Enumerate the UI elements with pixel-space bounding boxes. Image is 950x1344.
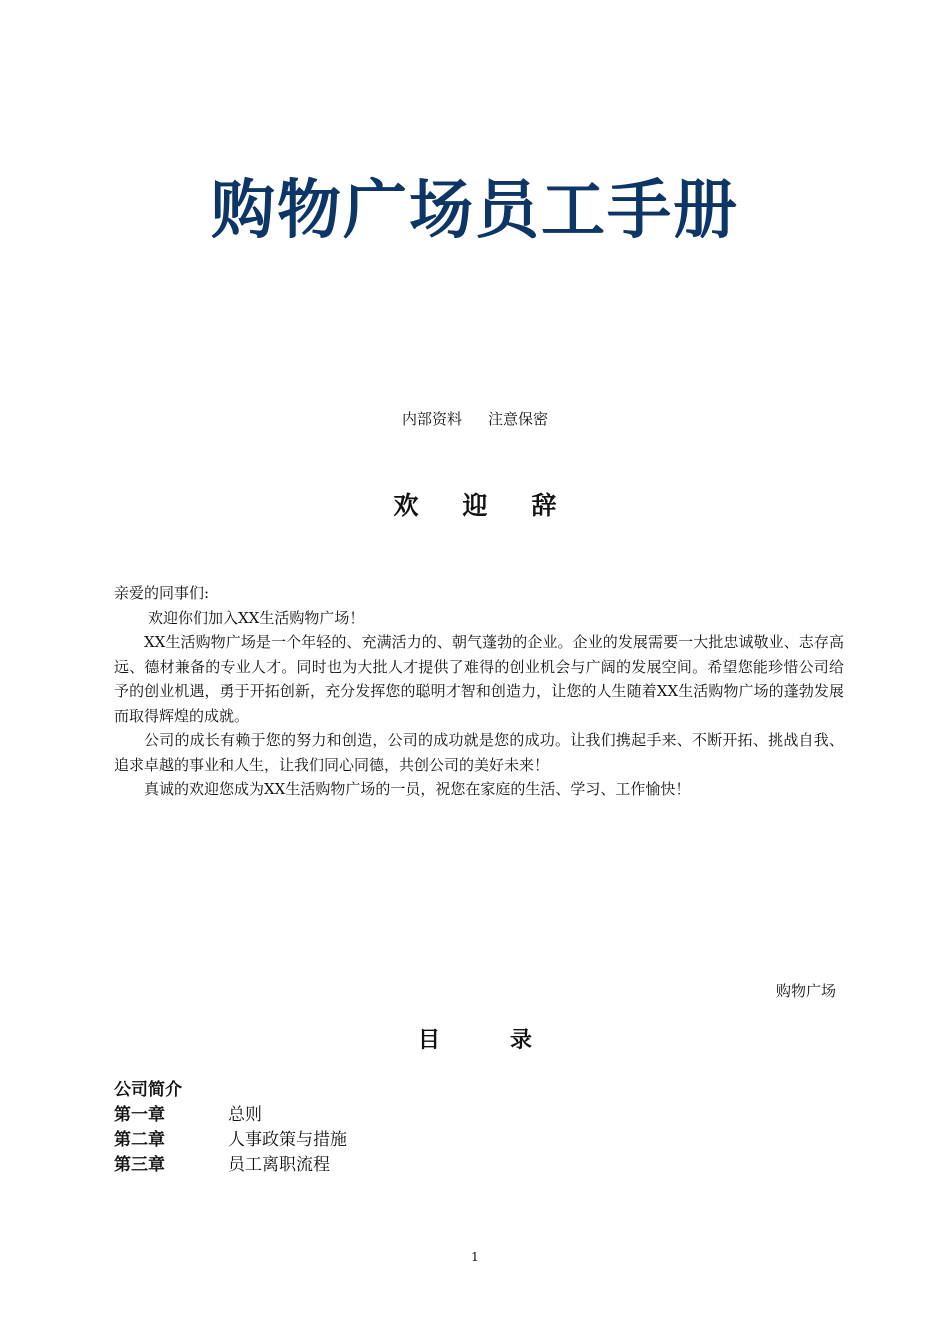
toc-chapter-number: 第二章 [114, 1130, 165, 1150]
letter-paragraph: 公司的成长有赖于您的努力和创造，公司的成功就是您的成功。让我们携起手来、不断开拓、挑战自我、追求卓越的事业和人生，让我们同心同德，共创公司的美好未来！ [114, 731, 844, 774]
toc-chapter-title: 员工离职流程 [228, 1155, 330, 1175]
toc-heading: 目录 [417, 1028, 602, 1053]
toc-chapter-title: 人事政策与措施 [228, 1130, 347, 1150]
toc-item-company-intro: 公司简介 [114, 1080, 182, 1100]
letter-signature: 购物广场 [775, 982, 836, 1000]
confidential-label-secret: 注意保密 [488, 410, 549, 428]
document-title: 购物广场员工手册 [211, 174, 739, 248]
welcome-letter [114, 581, 844, 802]
welcome-heading: 欢迎辞 [393, 491, 601, 520]
page-number: 1 [471, 1250, 479, 1264]
toc-chapter-title: 总则 [228, 1105, 262, 1125]
letter-paragraph: 欢迎你们加入XX生活购物广场！ [148, 608, 365, 627]
letter-paragraph: XX生活购物广场是一个年轻的、充满活力的、朝气蓬勃的企业。企业的发展需要一大批忠诚敬业、志存高远、德材兼备的专业人才。同时也为大批人才提供了难得的创业机会与广阔的发展空间。希望您能珍惜公司给予的创业机遇，勇于开拓创新，充分发挥您的聪明才智和创造力，让您的人生随着XX生活购物广场的蓬勃发展而取得辉煌的成就。 [114, 633, 844, 725]
toc-chapter-number: 第三章 [114, 1155, 165, 1175]
letter-greeting: 亲爱的同事们: [114, 584, 210, 602]
toc-item [114, 1103, 614, 1128]
toc-item [114, 1153, 614, 1178]
toc-item [114, 1128, 614, 1153]
toc-chapter-number: 第一章 [114, 1105, 165, 1125]
table-of-contents [114, 1078, 614, 1178]
confidential-label-internal: 内部资料 [401, 410, 462, 428]
letter-paragraph: 真诚的欢迎您成为XX生活购物广场的一员，祝您在家庭的生活、学习、工作愉快！ [144, 780, 691, 798]
confidential-notice [0, 408, 950, 430]
